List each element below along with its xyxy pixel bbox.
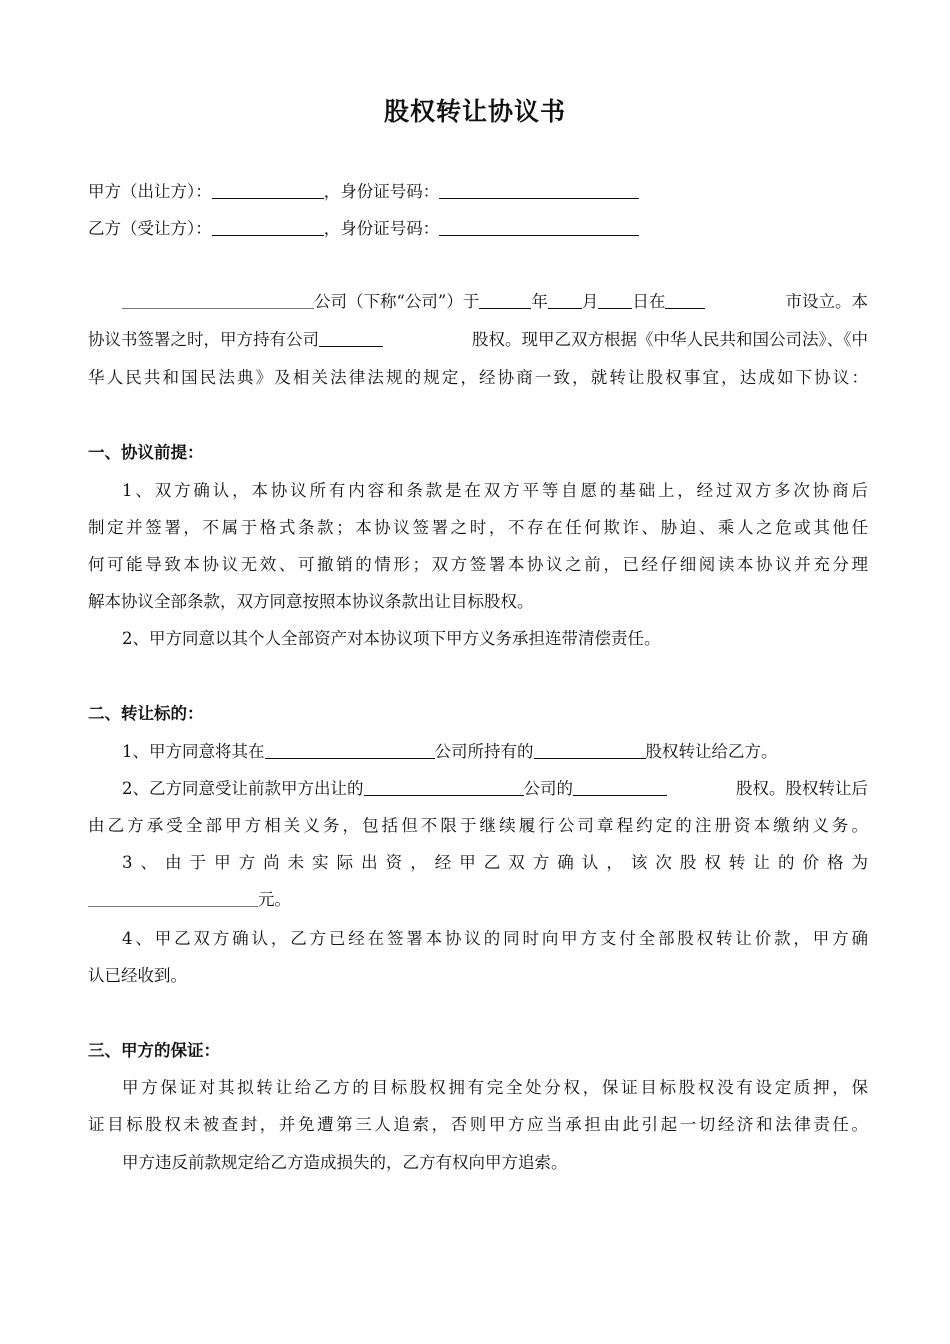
held-share-blank[interactable] [319, 330, 383, 347]
year-blank[interactable] [479, 292, 531, 309]
party-a-id-blank[interactable] [439, 182, 639, 199]
s2-p3-line-1: 3、由于甲方尚未实际出资，经甲乙双方确认，该次股权转让的价格为 [122, 853, 868, 872]
day-blank[interactable] [598, 292, 632, 309]
section-3-heading: 三、甲方的保证： [88, 1041, 220, 1060]
s3-p2: 甲方违反前款规定给乙方造成损失的，乙方有权向甲方追索。 [122, 1153, 568, 1172]
s3-p1-line-2: 证目标股权未被查封，并免遭第三人追索，否则甲方应当承担由此引起一切经济和法律责任。 [88, 1115, 868, 1134]
s2-p1-b: 公司所持有的 [434, 742, 534, 761]
price-blank[interactable] [88, 890, 258, 907]
company-name-blank[interactable] [122, 292, 314, 309]
s2-p1-c: 股权转让给乙方。 [645, 742, 778, 761]
intro-company-text: 公司（下称“公司”）于 [314, 292, 480, 311]
section-1-heading: 一、协议前提： [88, 443, 204, 462]
intro-l2-b: 股权。现甲乙双方根据《中华人民共和国公司法》、《中 [472, 330, 868, 349]
party-a-id-label: ，身份证号码： [323, 182, 440, 201]
party-a-name-blank[interactable] [212, 182, 324, 199]
party-a-line [88, 182, 868, 202]
city-blank[interactable] [665, 292, 705, 309]
s3-p1-line-1: 甲方保证对其拟转让给乙方的目标股权拥有完全处分权，保证目标股权没有设定质押，保 [122, 1078, 868, 1097]
s2-p2-line-2: 由乙方承受全部甲方相关义务，包括但不限于继续履行公司章程约定的注册资本缴纳义务。 [88, 816, 868, 835]
party-b-line [88, 219, 868, 239]
s1-p1-line-3: 何可能导致本协议无效、可撤销的情形；双方签署本协议之前，已经仔细阅读本协议并充分理 [88, 555, 868, 574]
party-a-label: 甲方（出让方）： [88, 182, 212, 201]
section-2-heading: 二、转让标的： [88, 704, 204, 723]
intro-month-text: 月 [581, 292, 599, 311]
s2-p1 [122, 742, 868, 762]
receive-share-blank[interactable] [573, 779, 667, 796]
s1-p2: 2、甲方同意以其个人全部资产对本协议项下甲方义务承担连带清偿责任。 [122, 629, 661, 648]
s2-p2-line-1 [122, 779, 868, 799]
s2-p4-line-1: 4、甲乙双方确认，乙方已经在签署本协议的同时向甲方支付全部股权转让价款，甲方确 [122, 929, 868, 948]
intro-city-text: 市设立。本 [785, 292, 868, 311]
intro-line-3: 华人民共和国民法典》及相关法律法规的规定，经协商一致，就转让股权事宜，达成如下协议： [88, 368, 868, 387]
intro-year-text: 年 [531, 292, 548, 311]
s1-p1-line-2: 制定并签署，不属于格式条款；本协议签署之时，不存在任何欺诈、胁迫、乘人之危或其他任 [88, 518, 868, 537]
party-b-label: 乙方（受让方）： [88, 219, 212, 238]
intro-line-2 [88, 330, 868, 350]
s2-p1-a: 1、甲方同意将其在 [122, 742, 265, 761]
s2-p3-line-2 [88, 890, 868, 910]
party-b-id-blank[interactable] [439, 219, 639, 236]
party-b-id-label: ，身份证号码： [323, 219, 440, 238]
document-title: 股权转让协议书 [383, 97, 566, 126]
receive-company-blank[interactable] [364, 779, 524, 796]
s2-p2-c: 股权。股权转让后 [736, 779, 868, 798]
intro-l2-a: 协议书签署之时，甲方持有公司 [88, 330, 319, 349]
party-b-name-blank[interactable] [212, 219, 324, 236]
s2-p2-b: 公司的 [523, 779, 573, 798]
s2-p3-yuan: 元。 [258, 890, 291, 909]
month-blank[interactable] [548, 292, 582, 309]
s2-p2-a: 2、乙方同意受让前款甲方出让的 [122, 779, 364, 798]
s1-p1-line-1: 1、双方确认，本协议所有内容和条款是在双方平等自愿的基础上，经过双方多次协商后 [122, 481, 868, 500]
transfer-share-blank[interactable] [534, 742, 646, 759]
intro-day-text: 日在 [632, 292, 666, 311]
s2-p4-line-2: 认已经收到。 [88, 966, 187, 985]
s1-p1-line-4: 解本协议全部条款，双方同意按照本协议条款出让目标股权。 [88, 592, 534, 611]
intro-line-1 [122, 292, 868, 312]
transfer-company-blank[interactable] [265, 742, 435, 759]
